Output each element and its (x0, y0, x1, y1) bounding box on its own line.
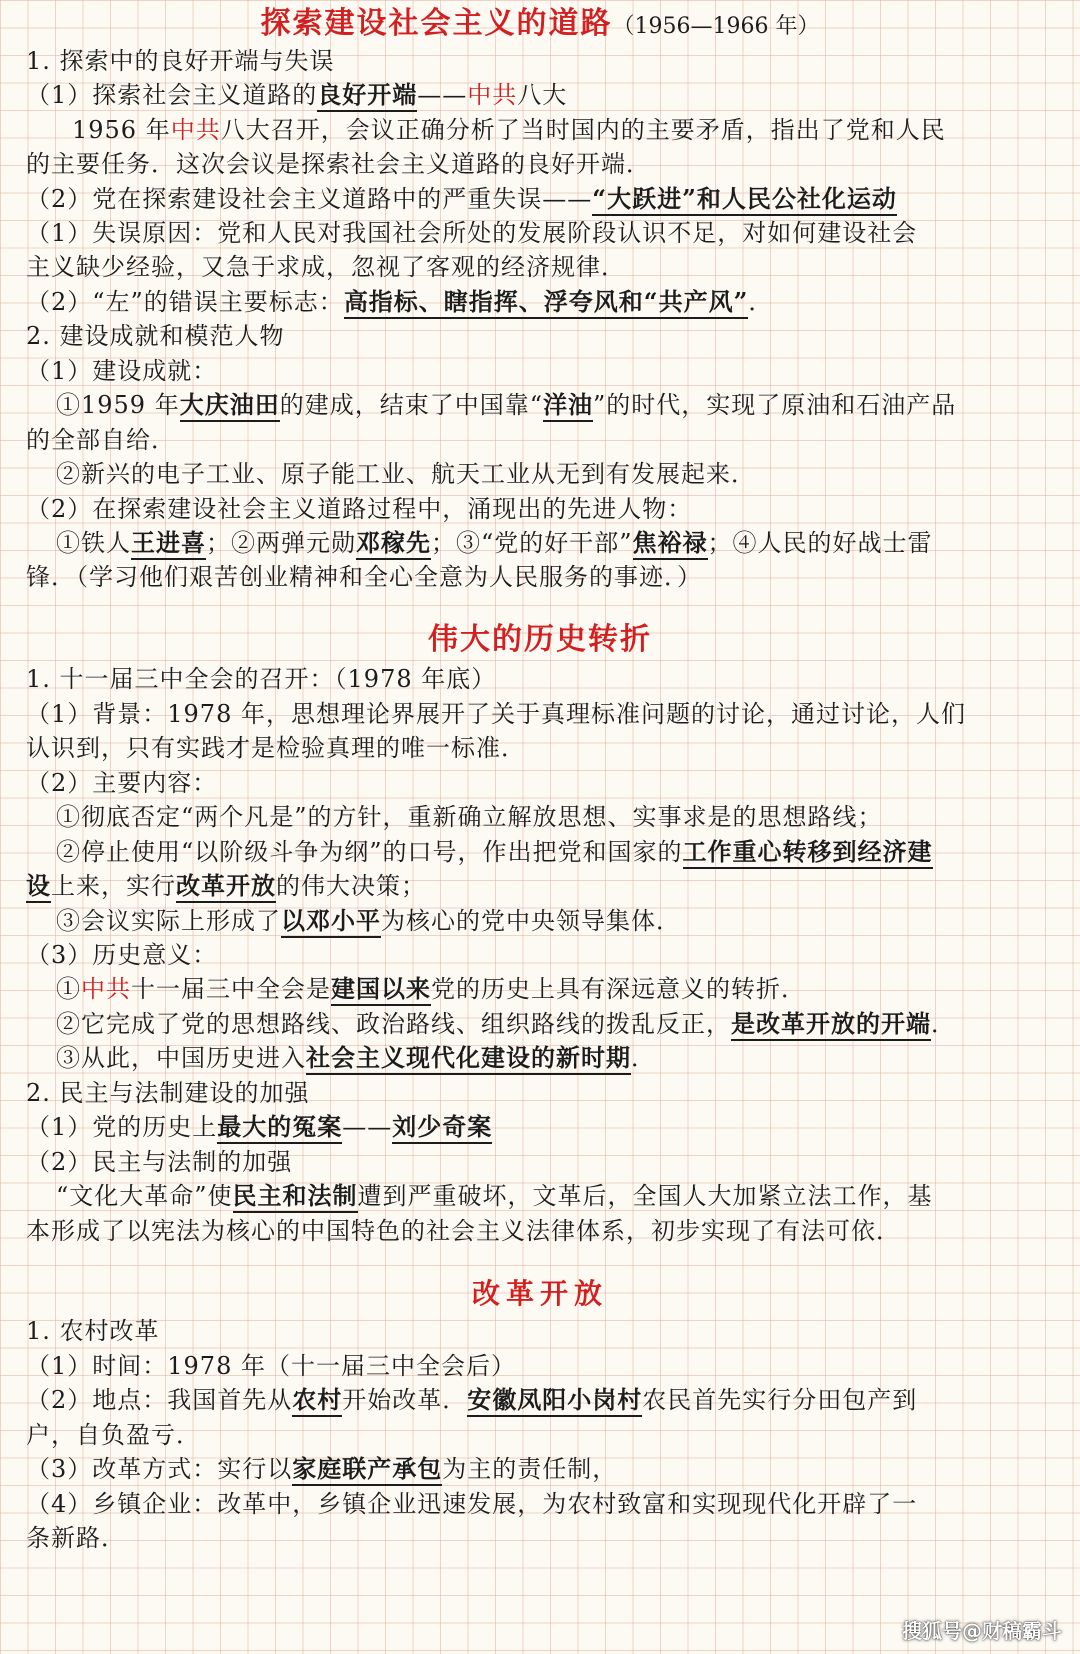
section-title-years: （1956—1966 年） (612, 14, 820, 39)
key-term: 以邓小平 (281, 906, 381, 938)
text-line: 1956 年中共八大召开，会议正确分析了当时国内的主要矛盾，指出了党和人民 (72, 116, 946, 144)
red-text: 中共 (170, 116, 221, 144)
key-term: 大庆油田 (180, 390, 280, 422)
key-term: 高指标、瞎指挥、浮夸风和“共产风” (344, 287, 749, 319)
section-title-turning-point: 伟大的历史转折 (428, 622, 652, 657)
text-line: （1）建设成就： (26, 357, 218, 385)
text-line: （1）失误原因：党和人民对我国社会所处的发展阶段认识不足，对如何建设社会 (26, 219, 918, 247)
text-line: （2）主要内容： (26, 769, 218, 797)
section-title-exploration: 探索建设社会主义的道路（1956—1966 年） (260, 6, 820, 41)
text-line: （2）在探索建设社会主义道路过程中，涌现出的先进人物： (26, 495, 693, 523)
heading-third-plenum: 1. 十一届三中全会的召开：（1978 年底） (26, 665, 497, 693)
key-term: 焦裕禄 (633, 528, 708, 560)
key-term: 民主和法制 (233, 1181, 358, 1213)
red-text: 中共 (81, 975, 131, 1003)
text-line: （3）历史意义： (26, 941, 218, 969)
key-term: 建国以来 (331, 974, 431, 1006)
key-term: 设 (26, 871, 51, 903)
text-line: （2）党在探索建设社会主义道路中的严重失误——“大跃进”和人民公社化运动 (26, 182, 897, 216)
heading-rural-reform: 1. 农村改革 (26, 1317, 160, 1345)
heading-rule-of-law: 2. 民主与法制建设的加强 (26, 1079, 310, 1107)
text-line: 本形成了以宪法为核心的中国特色的社会主义法律体系，初步实现了有法可依． (26, 1217, 901, 1245)
text-line: 设上来，实行改革开放的伟大决策； (26, 869, 426, 903)
key-term: 家庭联产承包 (292, 1454, 442, 1486)
text-line: ②停止使用“以阶级斗争为纲”的口号，作出把党和国家的工作重心转移到经济建 (56, 835, 933, 869)
key-term: 洋油 (543, 390, 593, 422)
text-line: （1）探索社会主义道路的良好开端——中共八大 (26, 78, 567, 112)
text-line: 认识到，只有实践才是检验真理的唯一标准． (26, 734, 526, 762)
key-term: 邓稼先 (356, 528, 431, 560)
text-line: 主义缺少经验，又急于求成，忽视了客观的经济规律． (26, 253, 626, 281)
text-line: （2）民主与法制的加强 (26, 1148, 293, 1176)
text-line: （1）背景：1978 年，思想理论界展开了关于真理标准问题的讨论，通过讨论，人们 (26, 700, 966, 728)
text-line: ③会议实际上形成了以邓小平为核心的党中央领导集体． (56, 904, 681, 938)
text-line: ①1959 年大庆油田的建成，结束了中国靠“洋油”的时代，实现了原油和石油产品 (56, 388, 956, 422)
text-line: 条新路． (26, 1524, 126, 1552)
heading-exploration: 1. 探索中的良好开端与失误 (26, 47, 335, 75)
key-term: 是改革开放的开端 (731, 1009, 931, 1041)
key-term: 王进喜 (131, 528, 206, 560)
key-term: 农村 (292, 1385, 342, 1417)
key-term: 改革开放 (176, 871, 276, 903)
text-line: ①中共十一届三中全会是建国以来党的历史上具有深远意义的转折． (56, 972, 806, 1006)
text-line: （2）地点：我国首先从农村开始改革．安徽凤阳小岗村农民首先实行分田包产到 (26, 1383, 917, 1417)
text-line: 的主要任务．这次会议是探索社会主义道路的良好开端． (26, 150, 651, 178)
text-line: ②新兴的电子工业、原子能工业、航天工业从无到有发展起来． (56, 460, 756, 488)
watermark: 搜狐号@财稿霸斗 (902, 1619, 1062, 1643)
key-term: 最大的冤案 (217, 1112, 342, 1144)
text-line: 锋．（学习他们艰苦创业精神和全心全意为人民服务的事迹．） (26, 563, 702, 591)
text-line: ②它完成了党的思想路线、政治路线、组织路线的拨乱反正，是改革开放的开端． (56, 1007, 956, 1041)
key-term: 安徽凤阳小岗村 (467, 1385, 642, 1417)
text-line: ①彻底否定“两个凡是”的方针，重新确立解放思想、实事求是的思想路线； (56, 803, 883, 831)
heading-achievements: 2. 建设成就和模范人物 (26, 322, 285, 350)
text-line: 的全部自给． (26, 426, 176, 454)
section-title-reform: 改革开放 (471, 1277, 608, 1310)
key-term: 工作重心转移到经济建 (683, 837, 933, 869)
text-line: （3）改革方式：实行以家庭联产承包为主的责任制， (26, 1452, 617, 1486)
text-line: 户，自负盈亏． (26, 1421, 201, 1449)
text-line: ③从此，中国历史进入社会主义现代化建设的新时期． (56, 1041, 656, 1075)
key-term: 良好开端 (317, 80, 417, 112)
text-line: （4）乡镇企业：改革中，乡镇企业迅速发展，为农村致富和实现现代化开辟了一 (26, 1490, 918, 1518)
key-term: “大跃进”和人民公社化运动 (592, 184, 897, 216)
text-line: （1）党的历史上最大的冤案——刘少奇案 (26, 1110, 492, 1144)
red-text: 中共 (467, 81, 518, 109)
text-line: （2）“左”的错误主要标志：高指标、瞎指挥、浮夸风和“共产风”． (26, 285, 773, 319)
text-line: “文化大革命”使民主和法制遭到严重破坏，文革后，全国人大加紧立法工作，基 (56, 1179, 933, 1213)
key-term: 社会主义现代化建设的新时期 (306, 1043, 631, 1075)
text-line: （1）时间：1978 年（十一届三中全会后） (26, 1352, 516, 1380)
text-line: ①铁人王进喜；②两弹元勋邓稼先；③“党的好干部”焦裕禄；④人民的好战士雷 (56, 526, 933, 560)
key-term: 刘少奇案 (392, 1112, 492, 1144)
